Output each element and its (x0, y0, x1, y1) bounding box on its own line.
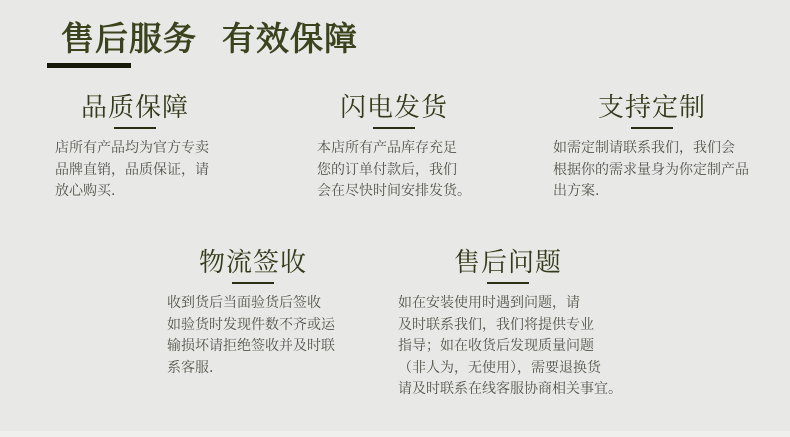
section-title: 物流签收 (198, 248, 307, 278)
section-quality-guarantee (40, 92, 230, 203)
body-line: 如在安装使用时遇到问题，请 (398, 295, 580, 311)
section-body (315, 138, 473, 203)
body-line: （非人为，无使用），需要退换货 (398, 359, 601, 376)
body-line: 放心购买. (55, 183, 116, 199)
section-aftersales-issues (398, 247, 622, 401)
body-line: 系客服. (167, 359, 214, 376)
body-line: 品牌直销，品质保证，请 (55, 161, 209, 178)
section-lightning-shipping (315, 92, 473, 203)
body-line: 如需定制请联系我们，我们会 (553, 140, 735, 156)
section-body (40, 138, 230, 203)
body-line: 会在尽快时间安排发货。 (317, 183, 471, 199)
section-title: 售后问题 (453, 248, 562, 278)
section-title-underline (373, 127, 415, 129)
body-line: 及时联系我们，我们将提供专业 (398, 316, 594, 333)
body-line: 出方案. (553, 183, 600, 199)
section-title-underline (232, 282, 274, 284)
body-line: 输损坏请拒绝签收并及时联 (167, 338, 335, 354)
section-title-underline (631, 127, 673, 129)
section-title: 支持定制 (597, 93, 706, 123)
body-line: 收到货后当面验货后签收 (167, 295, 321, 311)
body-line: 请及时联系在线客服协商相关事宜。 (398, 381, 622, 397)
section-body (167, 293, 339, 379)
section-body (553, 138, 751, 203)
body-line: 您的订单付款后，我们 (317, 161, 457, 178)
title-underline-accent (47, 63, 131, 68)
body-line: 根据你的需求量身为你定制产品 (553, 161, 749, 178)
section-body (398, 293, 622, 401)
body-line: 本店所有产品库存充足 (317, 140, 457, 156)
section-title: 闪电发货 (339, 93, 448, 123)
section-title-underline (487, 282, 529, 284)
body-line: 指导；如在收货后发现质量问题 (398, 338, 594, 354)
section-customization-support (553, 92, 751, 203)
section-logistics-signoff (167, 247, 339, 379)
body-line: 店所有产品均为官方专卖 (55, 140, 209, 156)
section-title-underline (114, 127, 156, 129)
body-line: 如验货时发现件数不齐或运 (167, 316, 335, 333)
section-title: 品质保障 (80, 93, 189, 123)
bottom-edge-strip (0, 431, 790, 437)
page-title: 售后服务 有效保障 (61, 19, 358, 58)
